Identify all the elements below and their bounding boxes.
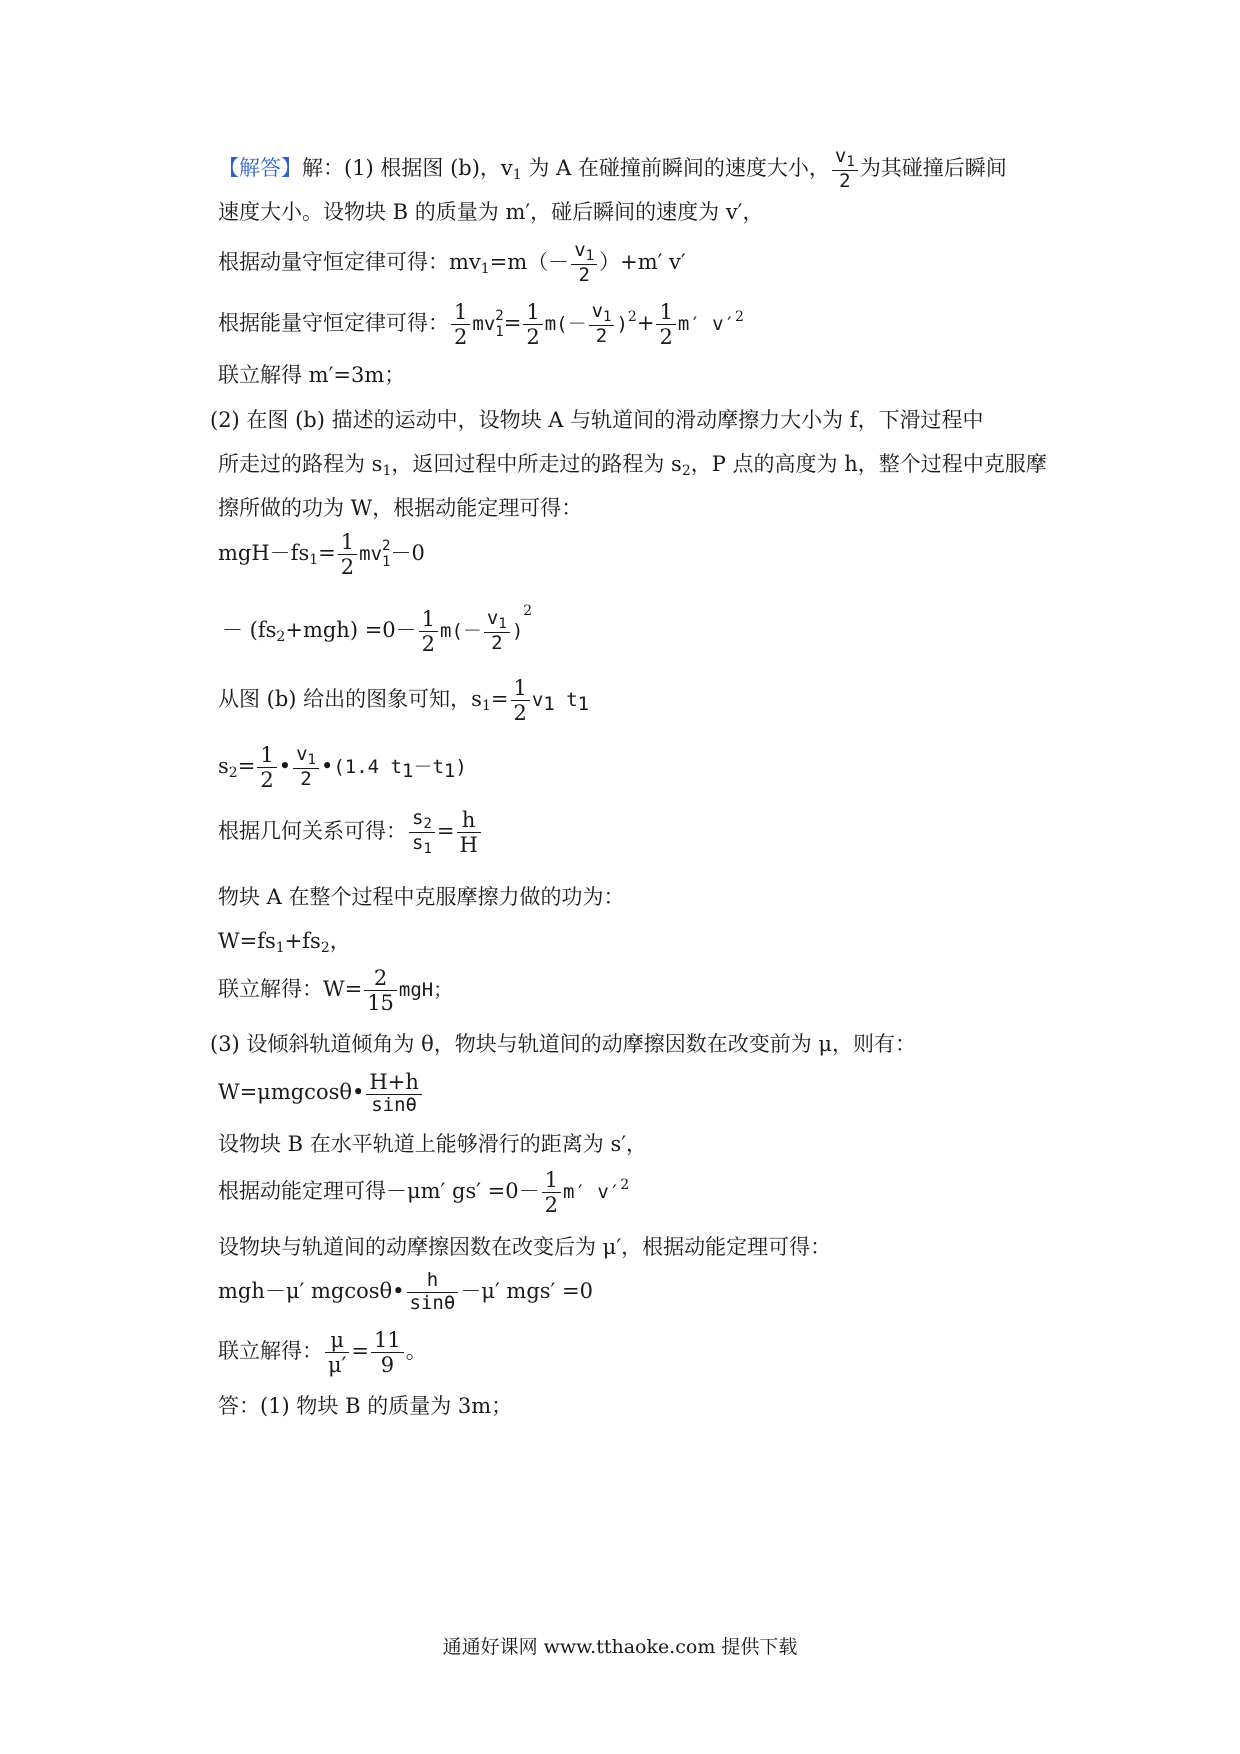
work-equation: $W=fs_1+fs_2$， [218,929,351,956]
answer-line-17: (3) 设倾斜轨道倾角为 θ，物块与轨道间的动摩擦因数在改变前为 μ，则有： [210,1032,917,1056]
energy-equation: 根据能量守恒定律可得： $\frac{1}{2}$ mv 2 1 = $\frac{1}{2}$ m(－ $\frac{v_1}{2}$ )$^2$+ $\frac{1}{2}$ m′ $v'^2$ [218,300,744,350]
answer-line-7: 所走过的路程为 $s_1$，返回过程中所走过的路程为 $s_2$，P 点的高度为 h，整个过程中克服摩 [218,452,1047,479]
page-footer: 通通好课网 www.tthaoke.com 提供下载 [442,1636,798,1658]
answer-line-14: 物块 A 在整个过程中克服摩擦力做的功为： [218,885,625,909]
answer-line-2: 速度大小。设物块 B 的质量为 m′，碰后瞬间的速度为 v′， [218,200,764,224]
momentum-equation: 根据动量守恒定律可得：$mv_1=m(-$ $\frac{v_1}{2}$ ）+m′ v′ [218,239,686,287]
friction-work-equation: W=μmgcosθ• $\frac{H+h}{\sin\theta}$ [218,1070,424,1117]
fraction: $\frac{v_1}{2}$ [832,146,858,193]
s1-equation: 从图 (b) 给出的图象可知，$s_1=$ $\frac{1}{2}$ $v_1$ $t_1$ [218,676,590,726]
kinetic-equation-1: $mgH-fs_1=$ $\frac{1}{2}$ mv 2 1 －0 [218,530,425,580]
changed-friction-equation: mgh－μ′ mgcosθ• $\frac{h}{\sin\theta}$ －μ′ mgs′ =0 [218,1269,593,1314]
answer-line-8: 擦所做的功为 W，根据动能定理可得： [218,496,583,520]
answer-line-1: 【解答】解：(1) 根据图 (b)，$v_1$ 为 A 在碰撞前瞬间的速度大小， $\frac{v_1}{2}$ 为其碰撞后瞬间 [218,145,1007,193]
b-kinetic-equation: 根据动能定理可得－μm′ gs′ =0－ $\frac{1}{2}$ m′ $v'^2$ [218,1168,630,1218]
answer-line-6: (2) 在图 (b) 描述的运动中，设物块 A 与轨道间的滑动摩擦力大小为 f，下滑过程中 [210,408,984,432]
ratio-result: 联立解得： $\frac{\mu}{\mu'}$ = $\frac{11}{9}$ 。 [218,1328,427,1378]
work-result: 联立解得：W= $\frac{2}{15}$ mgH； [218,966,453,1016]
final-answer: 答：(1) 物块 B 的质量为 3m； [218,1394,513,1418]
answer-tag: 【解答】 [218,155,302,180]
s2-equation: $s_2=$ $\frac{1}{2}$ • $\frac{v_1}{2}$ •(1.4 $t_1-t_1$) [218,743,467,793]
geometry-equation: 根据几何关系可得： $\frac{s_2}{s_1}$ = $\frac{h}{H}$ [218,808,483,857]
kinetic-equation-2: － $(fs_2+mgh) =0-$ $\frac{1}{2}$ m(－ $\frac{v_1}{2}$ )$^2$ [222,603,533,656]
answer-line-21: 设物块与轨道间的动摩擦因数在改变后为 μ′，根据动能定理可得： [218,1235,832,1259]
answer-line-5: 联立解得 m′=3m； [218,363,406,387]
answer-line-19: 设物块 B 在水平轨道上能够滑行的距离为 s′， [218,1132,648,1156]
